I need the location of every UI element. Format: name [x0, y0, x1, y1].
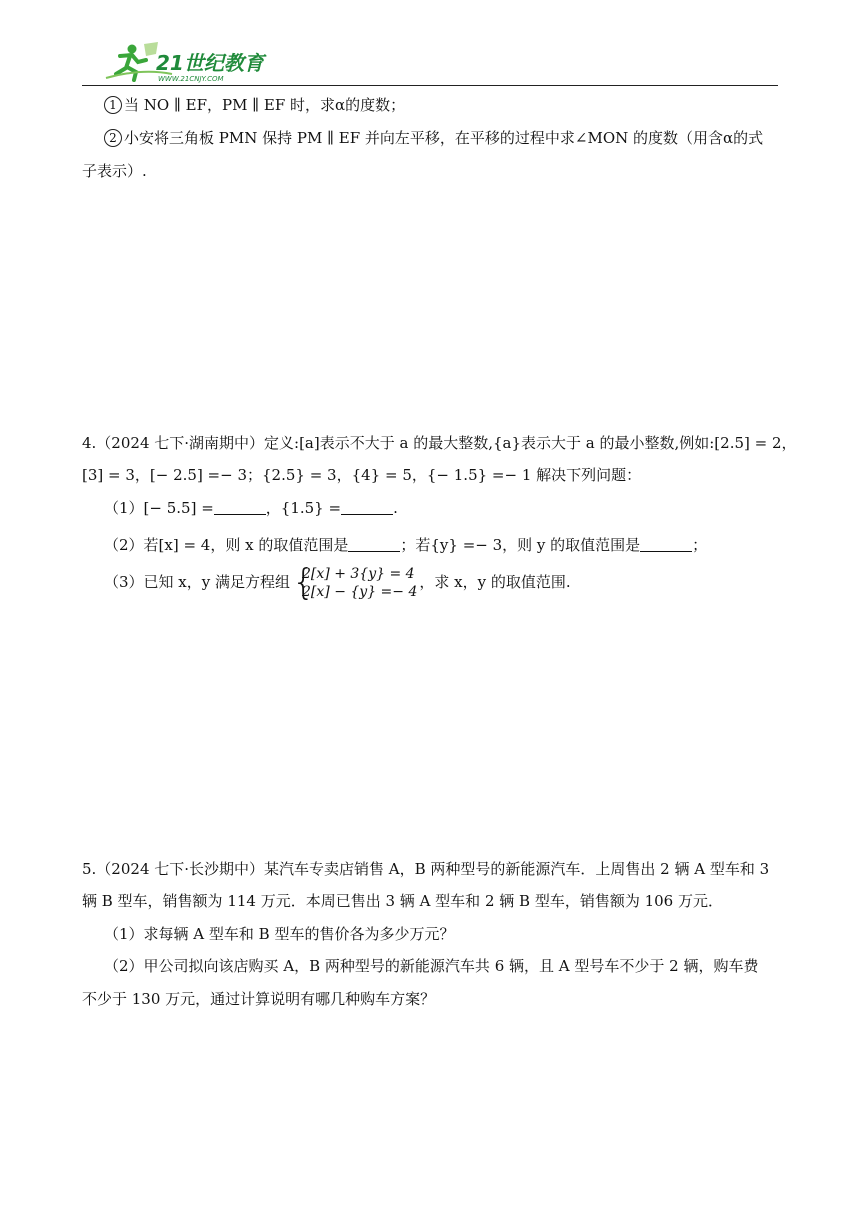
q5-part2: （2）甲公司拟向该店购买 A，B 两种型号的新能源汽车共 6 辆，且 A 型号车不少于 2 辆，购车费 [104, 957, 759, 975]
q3-part1: 1 当 NO ∥ EF，PM ∥ EF 时，求α的度数； [104, 94, 405, 116]
svg-text:WWW.21CNJY.COM: WWW.21CNJY.COM [158, 75, 224, 83]
left-brace-icon: { [292, 562, 315, 603]
q3-part2-cont: 子表示）. [82, 162, 147, 180]
page-header [0, 0, 860, 90]
q5-part2-cont: 不少于 130 万元，通过计算说明有哪几种购车方案？ [82, 990, 436, 1008]
q4-part2: （2）若[x] = 4，则 x 的取值范围是 ；若{y} =− 3，则 y 的取值范围是 ； [104, 536, 708, 554]
q5-stem-line1: 5.（2024 七下·长沙期中）某汽车专卖店销售 A，B 两种型号的新能源汽车．上周售出 2 辆 A 型车和 3 [82, 860, 770, 878]
circled-marker-2: 2 [104, 129, 122, 147]
header-divider [82, 85, 778, 86]
equation-2: 2[x] − {y} =− 4 [302, 584, 418, 600]
q4-stem-line2: [3] = 3，[− 2.5] =− 3；{2.5} = 3，{4} = 5，{− 1.5} =− 1 解决下列问题： [82, 466, 642, 484]
q4-part1: （1）[− 5.5] = ，{1.5} = . [104, 499, 398, 517]
q5-part1: （1）求每辆 A 型车和 B 型车的售价各为多少万元？ [104, 925, 455, 943]
answer-blank [640, 535, 692, 552]
svg-text:21世纪教育: 21世纪教育 [156, 51, 264, 75]
circled-marker-1: 1 [104, 96, 122, 114]
answer-blank [341, 498, 393, 515]
answer-blank [348, 535, 400, 552]
equation-1: 2[x] + 3{y} = 4 [302, 566, 415, 582]
equation-system [292, 562, 418, 603]
logo-21cnjy [102, 40, 272, 84]
q4-part3: （3）已知 x，y 满足方程组 { 2[x] + 3{y} = 4 2[x] − {y} =− 4 ，求 x，y 的取值范围. [104, 562, 571, 603]
q5-stem-line2: 辆 B 型车，销售额为 114 万元．本周已售出 3 辆 A 型车和 2 辆 B 型车，销售额为 106 万元． [82, 892, 723, 910]
q3-part2: 2 小安将三角板 PMN 保持 PM ∥ EF 并向左平移，在平移的过程中求∠MON 的度数（用含α的式 [104, 127, 763, 149]
answer-blank [214, 498, 266, 515]
runner-logo-icon [102, 40, 272, 84]
q4-stem-line1: 4.（2024 七下·湖南期中）定义:[a]表示不大于 a 的最大整数,{a}表示大于 a 的最小整数,例如:[2.5] = 2， [82, 434, 797, 452]
